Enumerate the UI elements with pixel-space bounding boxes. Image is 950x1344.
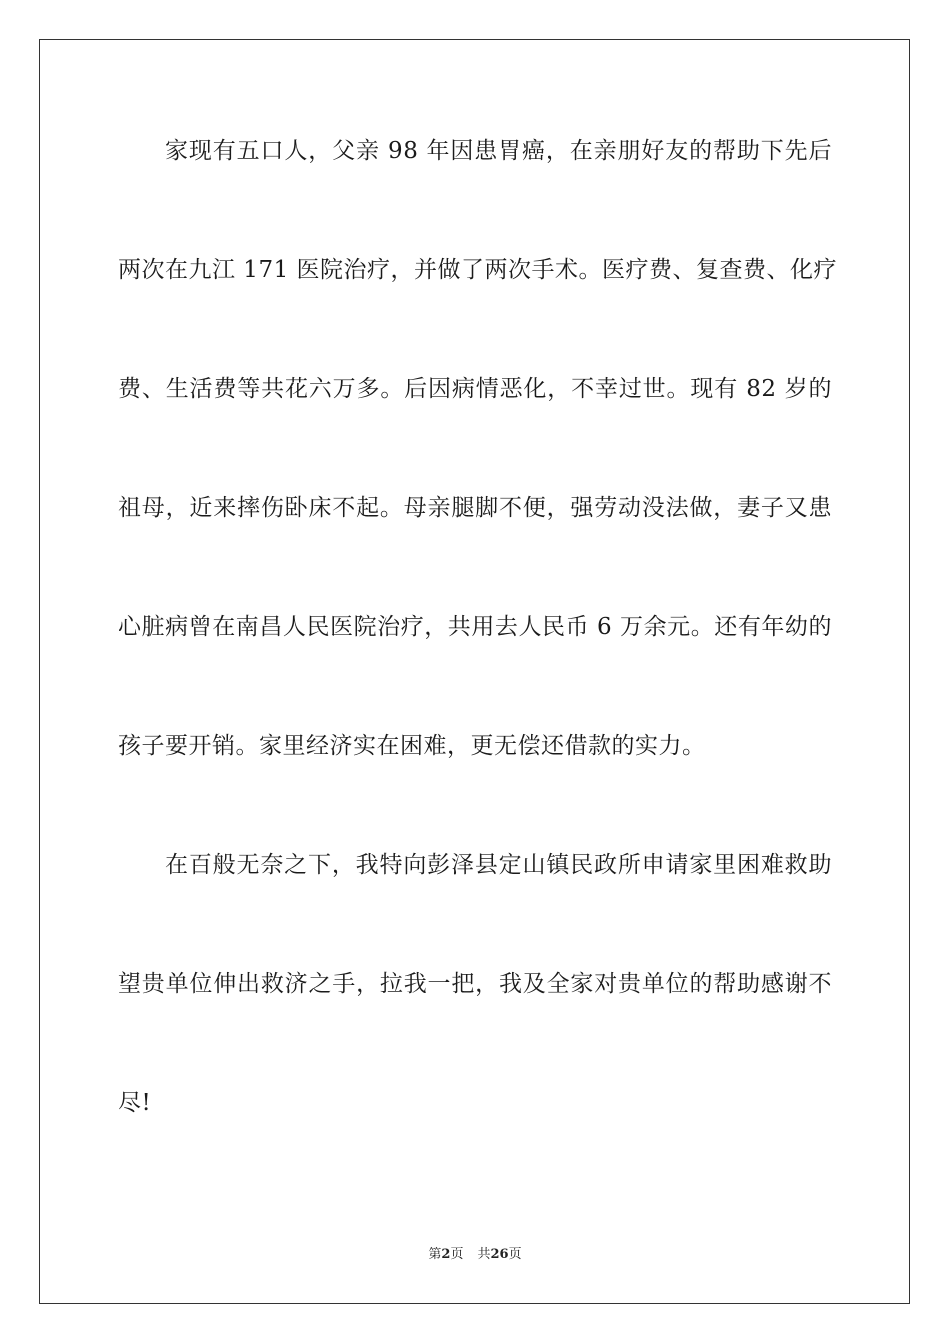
- paragraph-1-line-6: 孩子要开销。家里经济实在困难，更无偿还借款的实力。: [118, 733, 706, 759]
- page-prefix: 第: [428, 1247, 442, 1262]
- paragraph-2-line-1: 在百般无奈之下，我特向彭泽县定山镇民政所申请家里困难救助: [165, 852, 832, 878]
- page-suffix: 页: [450, 1247, 464, 1262]
- paragraph-2-line-2: 望贵单位伸出救济之手，拉我一把，我及全家对贵单位的帮助感谢不: [118, 971, 832, 997]
- paragraph-2-line-3: 尽!: [118, 1090, 152, 1116]
- total-prefix: 共: [477, 1247, 491, 1262]
- paragraph-1-line-2: 两次在九江 171 医院治疗，并做了两次手术。医疗费、复查费、化疗: [118, 257, 838, 283]
- paragraph-1-line-3: 费、生活费等共花六万多。后因病情恶化，不幸过世。现有 82 岁的: [118, 376, 832, 402]
- paragraph-1-line-1: 家现有五口人，父亲 98 年因患胃癌，在亲朋好友的帮助下先后: [165, 138, 832, 164]
- total-suffix: 页: [508, 1247, 522, 1262]
- paragraph-1-line-5: 心脏病曾在南昌人民医院治疗，共用去人民币 6 万余元。还有年幼的: [118, 614, 832, 640]
- page-footer: [0, 1246, 950, 1264]
- page-number: 2: [441, 1247, 451, 1262]
- total-pages: 26: [490, 1247, 509, 1262]
- paragraph-1-line-4: 祖母，近来摔伤卧床不起。母亲腿脚不便，强劳动没法做，妻子又患: [118, 495, 832, 521]
